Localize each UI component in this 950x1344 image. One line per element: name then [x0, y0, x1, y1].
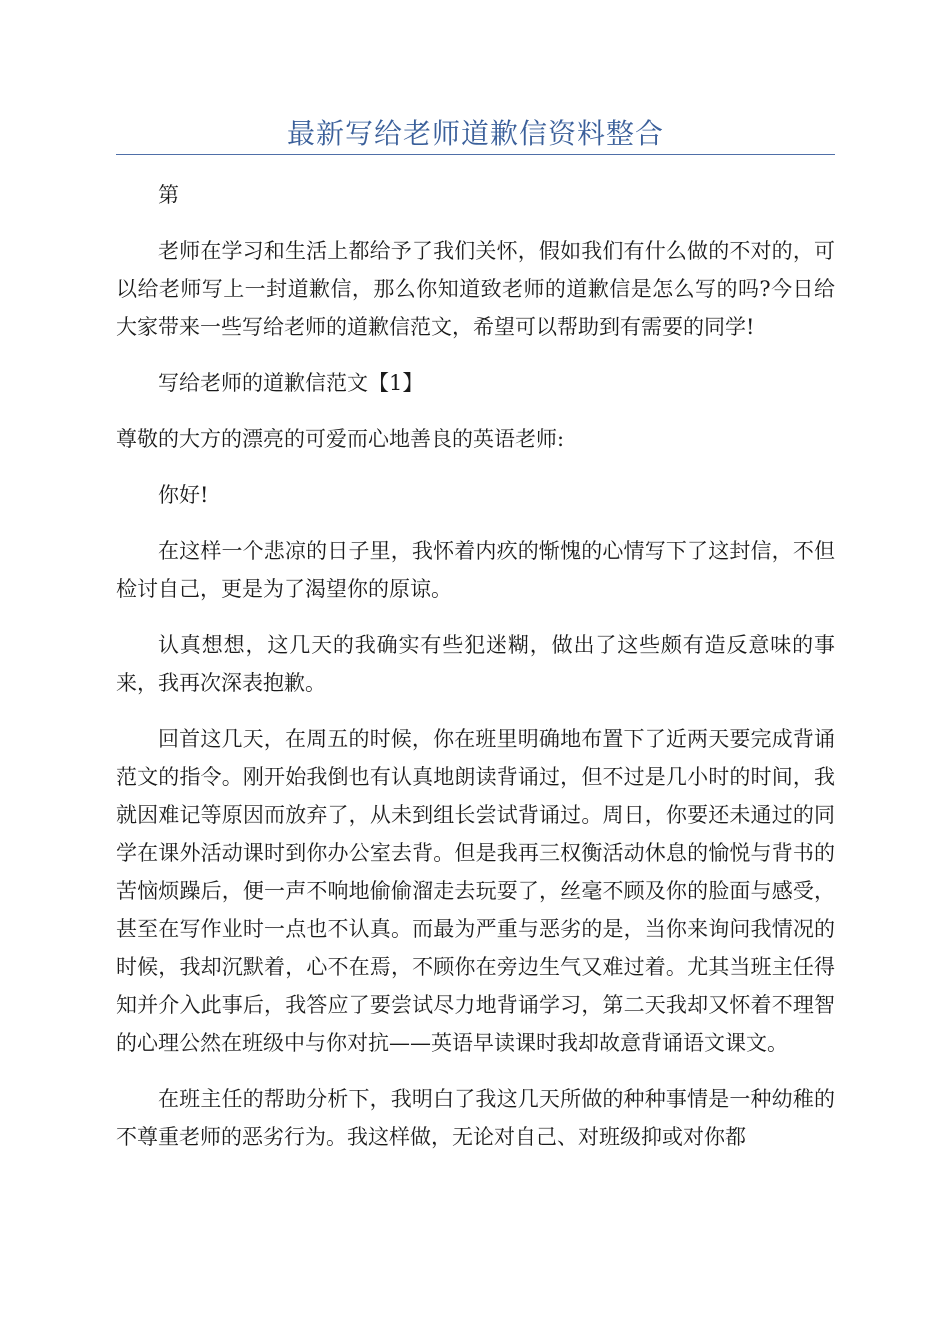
paragraph: 在这样一个悲凉的日子里，我怀着内疚的惭愧的心情写下了这封信，不但检讨自己，更是为了渴望你的原谅。	[116, 539, 835, 601]
paragraph: 老师在学习和生活上都给予了我们关怀，假如我们有什么做的不对的，可以给老师写上一封道歉信，那么你知道致老师的道歉信是怎么写的吗?今日给大家带来一些写给老师的道歉信范文，希望可以帮助到有需要的同学!	[116, 239, 835, 339]
paragraph: 你好!	[158, 483, 209, 507]
paragraph: 回首这几天，在周五的时候，你在班里明确地布置下了近两天要完成背诵范文的指令。刚开始我倒也有认真地朗读背诵过，但不过是几小时的时间，我就因难记等原因而放弃了，从未到组长尝试背诵过。周日，你要还未通过的同学在课外活动课时到你办公室去背。但是我再三权衡活动休息的愉悦与背书的苦恼烦躁后，便一声不响地偷偷溜走去玩耍了，丝毫不顾及你的脸面与感受，甚至在写作业时一点也不认真。而最为严重与恶劣的是，当你来询问我情况的时候，我却沉默着，心不在焉，不顾你在旁边生气又难过着。尤其当班主任得知并介入此事后，我答应了要尝试尽力地背诵学习，第二天我却又怀着不理智的心理公然在班级中与你对抗——英语早读课时我却故意背诵语文课文。	[116, 727, 835, 1055]
paragraph: 第	[158, 183, 179, 207]
document-body	[116, 176, 835, 1174]
paragraph: 写给老师的道歉信范文【1】	[158, 371, 424, 395]
document-title: 最新写给老师道歉信资料整合	[286, 117, 664, 150]
paragraph: 尊敬的大方的漂亮的可爱而心地善良的英语老师:	[116, 427, 565, 451]
title-underline	[116, 154, 835, 155]
paragraph: 认真想想，这几天的我确实有些犯迷糊，做出了这些颇有造反意味的事来，我再次深表抱歉。	[116, 633, 835, 695]
paragraph: 在班主任的帮助分析下，我明白了我这几天所做的种种事情是一种幼稚的不尊重老师的恶劣行为。我这样做，无论对自己、对班级抑或对你都	[116, 1087, 835, 1149]
